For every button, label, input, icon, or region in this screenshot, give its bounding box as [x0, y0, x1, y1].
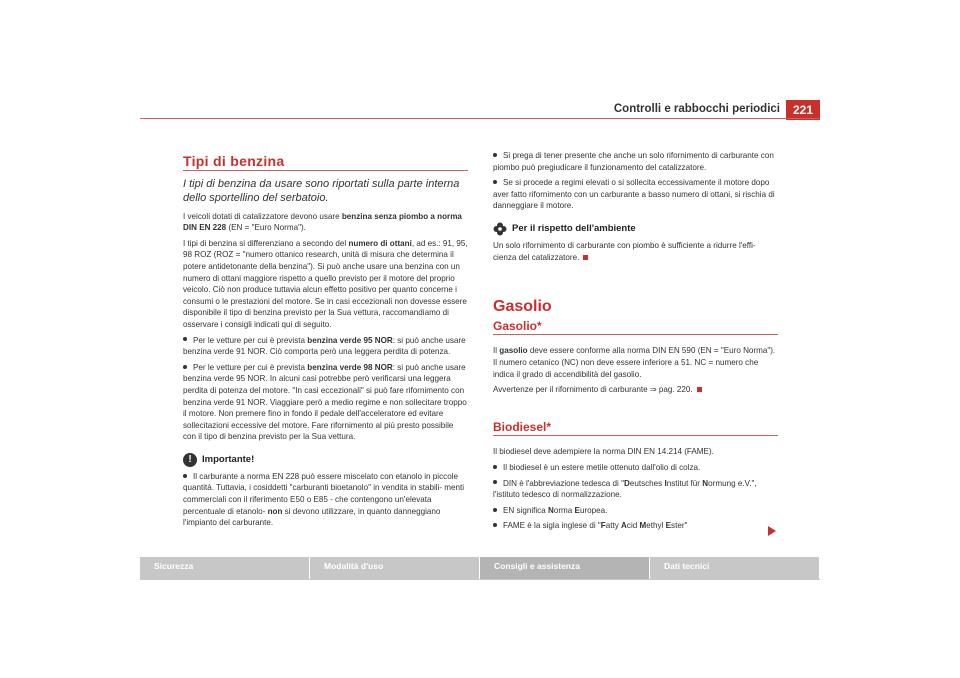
list-item: Per le vetture per cui è prevista benzina verde 98 NOR: si può anche usare benzina verde 95 NOR. In alcuni casi potrebbe però verificarsi una leggera perdita di potenza del motore. "In casi eccezionali" si può fare rifornimento con benzina verde 91 NOR. Viaggiare però a medio regime e non sollecitare troppo il motore. Non premere fino in fondo il pedale dell'acceleratore ed evitare sollecitazioni eccessive del motore. Fare rifornimento al più presto possibile con il tipo di benzina previsto per la Sua vettura. [183, 362, 467, 442]
paragraph-avvertenze: Avvertenze per il rifornimento di carburante ⇒ pag. 220. [493, 384, 778, 396]
list-item: Se si procede a regimi elevati o si sollecita eccessivamente il motore dopo aver fatto rifornimento con un carburante a basso numero di ottani, si rischia di danneggiare il motore. [493, 178, 775, 211]
list-item: Il carburante a norma EN 228 può essere miscelato con etanolo in piccole quantità. Tuttavia, i cosiddetti "carburanti bioetanolo" in vendita in stabili- menti commerciali con il riferimento E50 o E85 - che contengono un'elevata percentuale di etanolo- non si devono utilizzare, in quanto danneggiano l'impianto del carburante. [183, 471, 465, 528]
paragraph-catalizzatore: I veicoli dotati di catalizzatore devono usare benzina senza piombo a norma DIN EN 228 (EN = "Euro Norma"). [183, 211, 462, 233]
bullet-icon [493, 465, 497, 469]
heading-tipi-di-benzina: Tipi di benzina [183, 156, 468, 171]
chapter-title: Controlli e rabbocchi periodici [613, 103, 780, 115]
header-divider [140, 118, 820, 119]
tab-modalita-duso[interactable]: Modalità d'uso [310, 557, 480, 579]
bullet-icon [493, 180, 497, 184]
environment-title: Per il rispetto dell'ambiente [512, 223, 636, 235]
bullet-icon [183, 337, 187, 341]
bullet-icon [493, 523, 497, 527]
notice-title: Importante! [202, 454, 255, 466]
left-column [183, 150, 468, 533]
list-item: Il biodiesel è un estere metile ottenuto dall'olio di colza. [493, 462, 778, 474]
list-item: Per le vetture per cui è prevista benzina verde 95 NOR: si può anche usare benzina verde 91 NOR. Ciò comporta però una leggera perdita di potenza. [183, 335, 466, 357]
bullet-icon [183, 474, 187, 478]
footer-divider [140, 579, 820, 580]
flower-icon [493, 222, 507, 236]
paragraph-ottani: I tipi di benzina si differenziano a secondo del numero di ottani, ad es.: 91, 95, 98 ROZ (ROZ = "numero ottanico research, unità di misura che determina il potere antidetonante della benzina"). Si può anche usare una benzina con un numero di ottani maggiore rispetto a quello previsto per il motore del proprio veicolo. Ciò non produce tuttavia alcun effetto positivo per quanto concerne i consumi o le prestazioni del motore. Se in casi eccezionali non dovesse essere disponibile il tipo di benzina previsto per la Sua vettura, raccomandiamo di osservare i consigli indicati qui di seguito. [183, 238, 468, 329]
page-number: 221 [786, 100, 820, 120]
end-marker-icon [697, 387, 702, 392]
footer-tabs [140, 557, 820, 579]
bullet-icon [493, 508, 497, 512]
paragraph-gasolio: Il gasolio deve essere conforme alla norma DIN EN 590 (EN = "Euro Norma"). Il numero cetanico (NC) non deve essere inferiore a 51. NC = numero che indica il grado di accendibilità del gasolio. [493, 346, 776, 379]
subheading-gasolio: Gasolio* [493, 321, 778, 336]
bullet-icon [493, 480, 497, 484]
tab-dati-tecnici[interactable]: Dati tecnici [650, 557, 820, 579]
subheading-biodiesel: Biodiesel* [493, 422, 778, 437]
heading-gasolio: Gasolio [493, 298, 552, 316]
arrow-right-icon[interactable] [768, 526, 776, 536]
right-column [493, 150, 778, 536]
tab-consigli-e-assistenza[interactable]: Consigli e assistenza [480, 557, 650, 579]
list-item: Si prega di tener presente che anche un solo rifornimento di carburante con piombo può pregiudicare il funzionamento del catalizzatore. [493, 151, 774, 172]
bullet-icon [183, 365, 187, 369]
list-item: DIN è l'abbreviazione tedesca di "Deutsches Institut für Normung e.V.", l'istituto tedesco di normalizzazione. [493, 478, 757, 500]
end-marker-icon [583, 255, 588, 260]
environment-header [493, 222, 778, 236]
exclamation-icon: ! [183, 453, 197, 467]
list-item: FAME è la sigla inglese di "Fatty Acid Methyl Ester" [493, 520, 778, 532]
lead-text: I tipi di benzina da usare sono riportati sulla parte interna dello sportellino del serbatoio. [183, 177, 460, 204]
tab-sicurezza[interactable]: Sicurezza [140, 557, 310, 579]
bullet-icon [493, 153, 497, 157]
notice-header [183, 453, 468, 467]
list-item: EN significa Norma Europea. [493, 505, 778, 517]
environment-text: Un solo rifornimento di carburante con piombo è sufficiente a ridurre l'effi- cienza del catalizzatore. [493, 240, 756, 262]
paragraph-biodiesel: Il biodiesel deve adempiere la norma DIN EN 14.214 (FAME). [493, 447, 714, 457]
